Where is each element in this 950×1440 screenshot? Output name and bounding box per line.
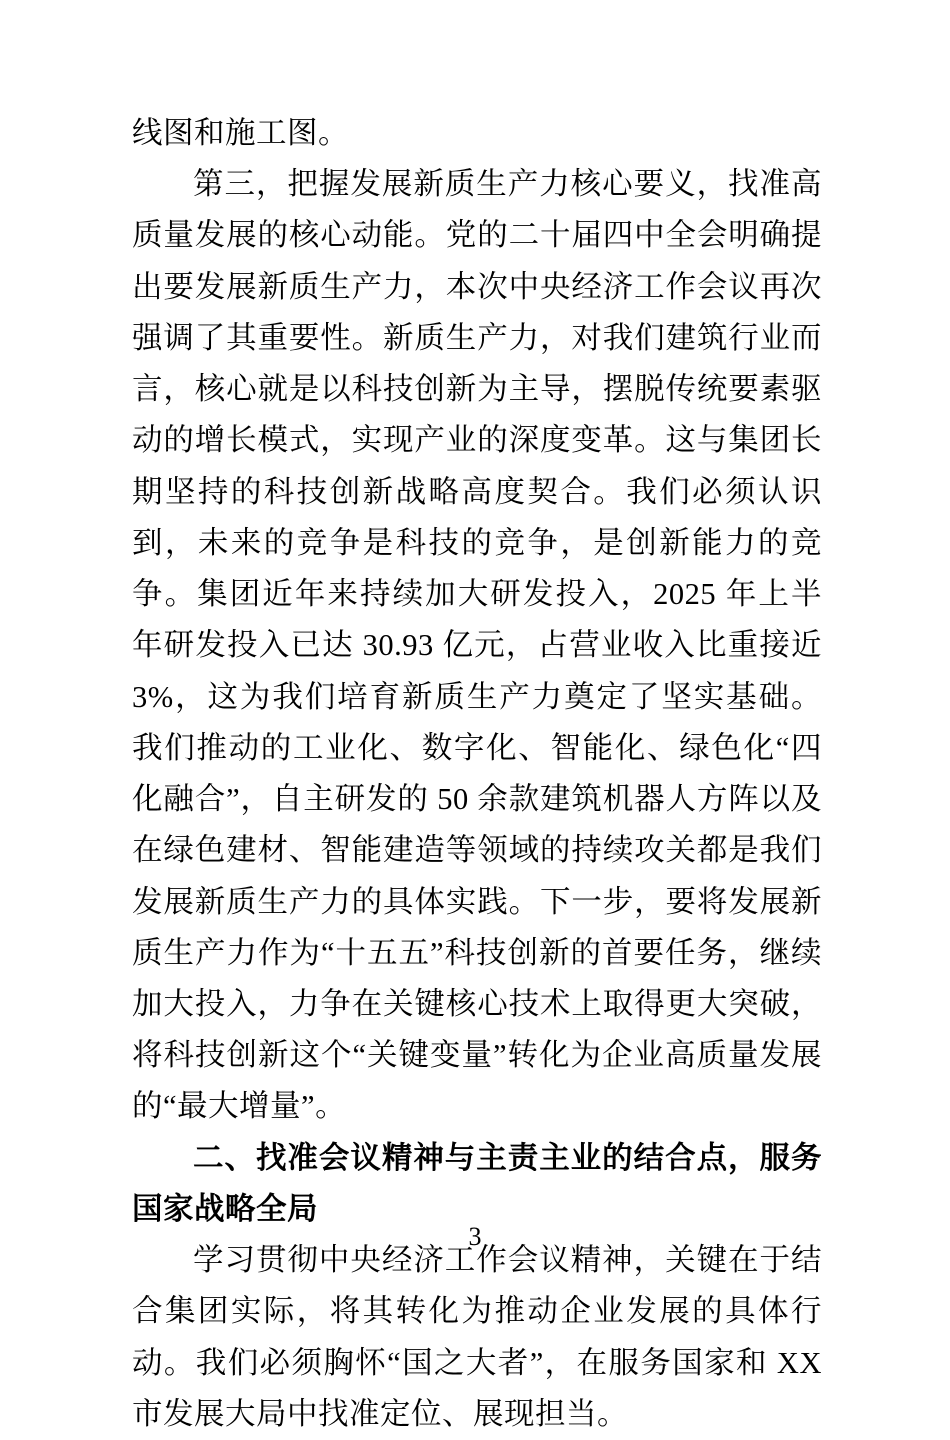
paragraph-third-point: 第三，把握发展新质生产力核心要义，找准高质量发展的核心动能。党的二十届四中全会明确提出要发展新质生产力，本次中央经济工作会议再次强调了其重要性。新质生产力，对我们建筑行业而言，核心就是以科技创新为主导，摆脱传统要素驱动的增长模式，实现产业的深度变革。这与集团长期坚持的科技创新战略高度契合。我们必须认识到，未来的竞争是科技的竞争，是创新能力的竞争。集团近年来持续加大研发投入，2025 年上半年研发投入已达 30.93 亿元，占营业收入比重接近 3%，这为我们培育新质生产力奠定了坚实基础。我们推动的工业化、数字化、智能化、绿色化“四化融合”，自主研发的 50 余款建筑机器人方阵以及在绿色建材、智能建造等领域的持续攻关都是我们发展新质生产力的具体实践。下一步，要将发展新质生产力作为“十五五”科技创新的首要任务，继续加大投入，力争在关键核心技术上取得更大突破，将科技创新这个“关键变量”转化为企业高质量发展的“最大增量”。 [132, 167, 822, 1124]
page-number: 3 [468, 1222, 482, 1251]
paragraph-continuation: 线图和施工图。 [132, 116, 349, 150]
paragraph-section-two-body: 学习贯彻中央经济工作会议精神，关键在于结合集团实际，将其转化为推动企业发展的具体行动。我们必须胸怀“国之大者”，在服务国家和 XX 市发展大局中找准定位、展现担当。 [132, 1243, 822, 1431]
section-heading-two: 二、找准会议精神与主责主业的结合点，服务国家战略全局 [132, 1140, 822, 1226]
